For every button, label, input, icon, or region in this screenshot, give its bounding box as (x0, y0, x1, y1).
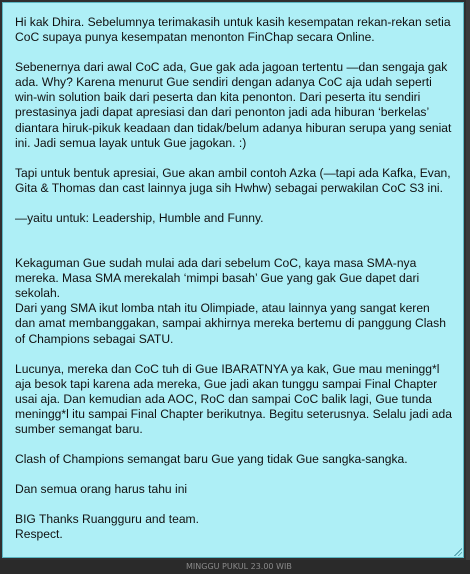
sticky-note[interactable] (2, 2, 464, 558)
window-edge-strip (466, 0, 470, 574)
note-paragraph-no-favorite[interactable]: Sebenernya dari awal CoC ada, Gue gak ada jagoan tertentu —dan sengaja gak ada. Why? Karena menurut Gue sendiri dengan adanya CoC aja udah seperti win-win solution baik dari peserta dan kita penonton. Dari peserta itu sendiri prestasinya jadi dapat apresiasi dan dari penonton jadi ada hiburan ‘berkelas’ diantara hiruk-pikuk keadaan dan tidak/belum adanya hiburan serupa yang seniat ini. Jadi semua layak untuk Gue jagokan. :) (15, 60, 452, 150)
note-paragraph-greeting[interactable]: Hi kak Dhira. Sebelumnya terimakasih untuk kasih kesempatan rekan-rekan setia CoC supaya punya kesempatan menonton FinChap secara Online. (15, 15, 451, 45)
background-partial-text: MINGGU PUKUL 23.00 WIB (186, 562, 292, 571)
note-paragraph-clash[interactable]: Clash of Champions semangat baru Gue yang tidak Gue sangka-sangka. (15, 452, 408, 467)
note-paragraph-respect[interactable]: Respect. (15, 527, 63, 542)
background-window (0, 560, 470, 574)
note-paragraph-funny[interactable]: Lucunya, mereka dan CoC tuh di Gue IBARATNYA ya kak, Gue mau meningg*l aja besok tapi karena ada mereka, Gue jadi akan tunggu sampai Final Chapter usai aja. Dan kemudian ada AOC, RoC dan sampai CoC balik lagi, Gue tunda meningg*l itu sampai Final Chapter berikutnya. Begitu seterusnya. Selalu jadi ada sumber semangat baru. (15, 361, 452, 436)
note-paragraph-example[interactable]: Tapi untuk bentuk apresiai, Gue akan ambil contoh Azka (—tapi ada Kafka, Evan, Gita & Thomas dan cast lainnya juga sih Hwhw) sebagai perwakilan CoC S3 ini. (15, 165, 451, 195)
note-paragraph-closing[interactable] (15, 557, 453, 558)
resize-handle-icon[interactable] (453, 547, 462, 556)
note-paragraph-qualities[interactable]: —yaitu untuk: Leadership, Humble and Funny. (15, 210, 264, 225)
note-paragraph-admiration[interactable]: Kekaguman Gue sudah mulai ada dari sebelum CoC, kaya masa SMA-nya mereka. Masa SMA merekalah ‘mimpi basah’ Gue yang gak Gue dapet dari sekolah. (15, 256, 420, 301)
note-paragraph-everyone[interactable]: Dan semua orang harus tahu ini (15, 482, 188, 497)
note-paragraph-journey[interactable]: Dari yang SMA ikut lomba ntah itu Olimpiade, atau lainnya yang sangat keren dan amat membanggakan, sampai akhirnya mereka bertemu di panggung Clash of Champions sebagai SATU. (15, 301, 446, 346)
note-paragraph-thanks[interactable]: BIG Thanks Ruangguru and team. (15, 512, 199, 527)
